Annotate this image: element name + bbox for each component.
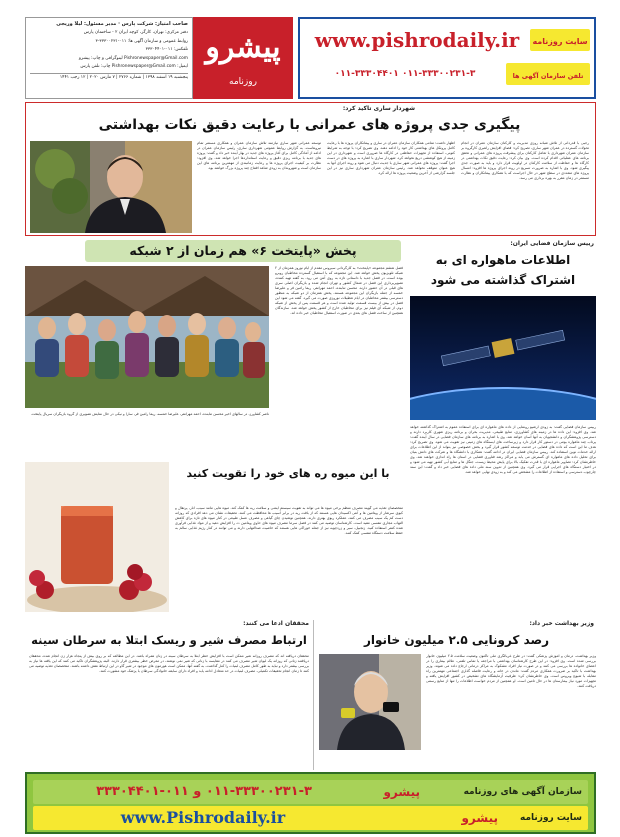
issue-line: پنجشنبه ۱۹ اسفند ۱۳۹۸ | شماره ۲۷۶۶ | ۷ مارس ۲۰۲۰ | ۱۲ رجب ۱۴۴۱ (30, 73, 188, 82)
logo (193, 17, 293, 99)
site-url[interactable]: www.pishrodaily.ir (314, 28, 520, 52)
story-body: وزیر بهداشت، درمان و آموزش پزشکی گفت: در طرح غربالگری ملی تاکنون وضعیت سلامت ۲.۵ میلیون خانوار بررسی شده است. وی افزود: در این طرح کارشناسان بهداشتی با مراجعه یا تماس تلفنی، علائم بیماری را در اعضای خانواده ها بررسی می کنند و در صورت نیاز افراد مشکوک به مراکز درمانی ارجاع داده می شوند. وزیر بهداشت با تاکید بر ضرورت همکاری مردم گفت: ماندن در خانه و رعایت فاصله گذاری اجتماعی مهمترین راه مقابله با شیوع ویروس است. وی خاطرنشان کرد: ظرفیت آزمایشگاه های تشخیص در کشور افزایش یافته و تجهیزات مورد نیاز بیمارستان ها در حال تامین است. او همچنین از مردم خواست اطلاعات را تنها از منابع رسمی دریافت کنند. (426, 654, 596, 688)
masthead-line: تلفکس: ۰۱۱-۳۳۳۰۴۴۰۱ (145, 47, 188, 52)
minister-illustration (319, 654, 421, 750)
story-column: توسعه عمرانی شهر ساری نیازمند تلاش سازمان عمران و همکاری مستمر تمام نیروهاست. به گزارش روابط عمومی شهرداری ساری، رئیس سازمان عمران در ادامه از آمادگی کامل برای آغاز پروژه های جدید در بهار آینده خبر داد و گفت: پروژه های جدید با برنامه ریزی دقیق و رعایت استانداردها اجرا خواهد شد. وی افزود: نظارت بر کیفیت اجرای پروژه ها و رعایت زمانبندی از مهمترین برنامه های این سازمان است و شهروندان به زودی شاهد افتتاح چند پروژه بزرگ خواهند بود. (197, 141, 321, 170)
story-kicker: وزیر بهداشت خبر داد: (529, 620, 594, 627)
footer-ad (25, 772, 596, 834)
story-headline[interactable]: اطلاعات ماهواره ای به اشتراک گذاشته می شود (430, 253, 576, 287)
story-milk (25, 620, 314, 770)
footer-ad-row-phones (33, 780, 588, 804)
masthead-line: روابط عمومی و سازمان آگهی ها: ۰۱۱-۳۳۳۰۰۲۳۱-۳ (95, 38, 188, 44)
story-kicker: رییس سازمان فضایی ایران: (510, 240, 594, 247)
masthead-info-box (25, 17, 193, 99)
mayor-portrait-illustration (30, 141, 192, 233)
satellite-photo (410, 296, 596, 420)
story-municipal (25, 102, 596, 236)
tea-illustration (25, 462, 169, 612)
footer-ad-label: سایت روزنامه (519, 813, 582, 823)
masthead-line: Pishronewspaper@Gmail.com لیتوگرافی و چاپ: پیشرو (78, 55, 188, 61)
story-kicker: شهردار ساری تاکید کرد: (342, 105, 415, 112)
story-body: رییس سازمان فضایی گفت: به زودی آرشیو رونمایی از داده های ماهواره ای برای استفاده عموم به اشتراک گذاشته خواهد شد. وی افزود: این داده ها در زمینه های کشاورزی، منابع طبیعی، مدیریت بحران و برنامه ریزی شهری کاربرد دارند و دسترسی پژوهشگران و دانشجویان به آنها آسان خواهد شد. وی با اشاره به برنامه های سازمان فضایی در سال آینده گفت: پرتاب چند ماهواره بومی در دستور کار قرار دارد و زیرساخت های ایستگاه های زمینی نیز تقویت می شود. وی تصریح کرد: هدف ما این است که داده های فضایی در خدمت توسعه کشور قرار گیرد و بخش خصوصی نیز بتواند از این اطلاعات برای ارائه خدمات نوین استفاده کند. رییس سازمان فضایی ایران در ادامه گفت: همکاری با دانشگاه ها و شرکت های دانش بنیان برای تحلیل داده های ماهواره ای گسترش می یابد و مراکز رشد فناوری فضایی در استان ها راه اندازی خواهند شد. وی خاطرنشان کرد: تصاویر ماهواره ای با قدرت تفکیک بالا برای پایش محیط زیست، جنگل ها و منابع آبی کشور تهیه می شود و در اختیار دستگاه های اجرایی قرار می گیرد. وی همچنین از تدوین سند ملی داده های فضایی خبر داد و گفت: این سند چارچوب دسترسی و استفاده از اطلاعات را مشخص می کند و به زودی نهایی خواهد شد. (410, 425, 596, 474)
satellite-illustration (410, 296, 596, 420)
footer-ad-label: سازمان آگهی های روزنامه (463, 787, 582, 797)
photo-caption: ناصر کشاورز، در سالهای اخیر محسن تنابنده، احمد مهرانفر، علیرضا خمسه، ریما رامین فر، سارا و نیکی در حال نمایش تصویری از گروه بازیگران سریال پایتخت (31, 412, 269, 416)
masthead-line: ایمیل: Pishronewspaper@Gmail.com چاپ: تلفن پارس (80, 64, 188, 69)
ad-phone-tag (506, 63, 590, 85)
tea-fruit-photo (25, 462, 169, 612)
story-fruit (25, 462, 405, 614)
ad-phones: ۰۱۱-۳۳۳۰۰۲۳۱-۳ ۰۱۱-۳۳۳۰۴۴۰۱ (334, 69, 476, 79)
footer-ad-url[interactable]: www.Pishrodaily.ir (120, 808, 286, 827)
story-column: رجبی با قدردانی از تلاش شبانه روزی مدیریت و کارکنان سازمان عمران در انجام تحولات گسترده در عمران شهر ساری، تصریح کرد: فضای افزایش راهبری کارگروه بر سازمان عمران شهرداری با تعامل کارکنان برای پیشرفت پروژه های عمرانی و تحقق برنامه های عملیاتی اقدام کرده است. وی بیان کرد: رعایت دقیق نکات بهداشتی در کارگاه ها و حفاظت از سلامت کارکنان در اولویت قرار دارد و باید به صورت جدی پیگیری شود. وی با اشاره به ضرورت تسریع در روند اجرای پروژه ها افزود: امسال پروژه های متعددی در سطح شهر در حال اجراست که با همکاری پیمانکاران و نظارت مستمر در زمان مقرر به بهره برداری می رسد. (461, 141, 589, 180)
story-body: فصل ششم مجموعه «پایتخت» به کارگردانی سیروس مقدم از ایام نوروز همزمان از ۲ شبکه تلویزیون پخش خواهد شد. این مجموعه که با استقبال گسترده مخاطبان روبرو بوده است، در فصل جدید با داستانی تازه به روی آنتن می رود. به گفته تهیه کننده، تصویربرداری این فصل در شمال کشور و تهران انجام شده و بازیگران اصلی سری های قبلی در آن حضور دارند. محسن تنابنده، احمد مهرانفر، ریما رامین فر و علیرضا خمسه از جمله بازیگران این مجموعه هستند. پخش همزمان از دو شبکه به منظور دسترسی بیشتر مخاطبان در ایام تعطیلات نوروزی صورت می گیرد. گفته می شود این فصل در بیش از بیست قسمت تولید شده است و هر قسمت پس از پخش از شبکه دوم، از شبکه آی فیلم نیز برای مخاطبان خارج از کشور پخش خواهد شد. سازندگان همچنین از ساخت فصل های بعدی در صورت استقبال مخاطبان خبر داده اند. (275, 266, 403, 315)
story-headline-banner (175, 462, 401, 502)
site-label: سایت روزنامه (532, 37, 588, 46)
minister-photo (319, 654, 421, 750)
mayor-photo (30, 141, 192, 233)
logo-subtitle: روزنامه (229, 77, 257, 87)
header-ad-box (298, 17, 596, 99)
story-kicker: محققان ادعا می کنند: (243, 620, 309, 627)
footer-ad-brand: پیشرو (461, 811, 498, 825)
story-body: محققان دریافته اند که مصرف روزانه شیر ممکن است با افزایش خطر ابتلا به سرطان سینه در زنان همراه باشد. در این مطالعه که بر روی بیش از پنجاه هزار زن انجام شده، محققان دریافتند زنانی که روزانه یک لیوان شیر مصرف می کنند در مقایسه با زنانی که شیر نمی نوشند، در معرض خطر بیشتری قرار دارند. البته پژوهشگران تاکید می کنند که این یافته ها نیاز به بررسی بیشتر دارد و نباید به طور کامل مصرف لبنیات را کنار گذاشت. به گفته آنها، ممکن است هورمون های موجود در شیر گاو در این ارتباط نقش داشته باشند. متخصصان تغذیه توصیه می کنند تا زمان انجام تحقیقات تکمیلی، مصرف لبنیات در حد متعادل ادامه یابد و افراد دارای سابقه خانوادگی سرطان با پزشک خود مشورت کنند. (29, 654, 309, 673)
story-paytakht (25, 238, 405, 460)
footer-ad-phones: ۰۱۱-۳۳۳۰۰۲۳۱-۳ و ۰۱۱-۳۳۳۰۴۴۰۱ (96, 784, 312, 799)
story-headline-banner (85, 240, 401, 262)
story-column: اظهار داشت: تمامی همکاران سازمان عمران در ساری و پیمانکاران پروژه ها با رعایت کامل پروتکل های بهداشتی کار خود را ادامه دهند. وی تصریح کرد: با توجه به شرایط کنونی، استفاده از تجهیزات حفاظتی در کارگاه ها ضروری است و شهرداری در این زمینه از هیچ کوششی دریغ نخواهد کرد. شهردار ساری با اشاره به پروژه های در دست اجرا گفت: پروژه های عمرانی شهر ساری با جدیت دنبال می شود و روند اجرای آنها به هیچ عنوان متوقف نخواهد شد. رئیس سازمان عمران شهرداری ساری نیز در این جلسه گزارشی از آخرین وضعیت پروژه ها ارائه کرد. (327, 141, 455, 175)
ad-phone-label: تلفن سازمان آگهی ها (512, 72, 584, 80)
story-headline[interactable]: پیگیری جدی پروژه های عمرانی با رعایت دقیق نکات بهداشتی (98, 117, 521, 133)
site-label-tag (530, 29, 590, 51)
story-headline[interactable]: پخش «پایتخت ۶» هم زمان از ۲ شبکه (129, 243, 357, 258)
masthead-line: صاحب امتیاز: شرکت پارس · مدیر مسئول: لیلا وریجی (56, 21, 188, 27)
story-headline[interactable]: ارتباط مصرف شیر و ریسک ابتلا به سرطان سینه (31, 633, 307, 647)
story-body: متخصصان تغذیه می گویند مصرف منظم برخی میوه ها می تواند به تقویت سیستم ایمنی و سلامت ریه ها کمک کند. میوه هایی مانند سیب، انار، پرتقال و کیوی سرشار از ویتامین ها و آنتی اکسیدان هایی هستند که از بافت ریه در برابر آسیب ها محافظت می کنند. تحقیقات نشان می دهد افرادی که روزانه دست کم یک سیب مصرف می کنند، عملکرد ریوی بهتری دارند. همچنین نوشیدن چای گیاهی و مصرف عسل طبیعی در کنار میوه های تازه برای کاهش التهاب مجاری تنفسی مفید است. کارشناسان توصیه می کنند در فصل سرما مصرف میوه های حاوی ویتامین ث را افزایش دهید و از مواد غذایی فرآوری شده کمتر استفاده کنید. زنجبیل، سیر و زردچوبه نیز از جمله خوراکی هایی هستند که خاصیت ضدالتهابی دارند و می توانند در کنار رژیم غذایی سالم به حفظ سلامت دستگاه تنفسی کمک کنند. (175, 506, 403, 535)
masthead-line: دفتر مرکزی: تهران، کارگر، کوچه ایران ۲ - ساختمان پارس (83, 30, 188, 35)
story-headline[interactable]: رصد کرونایی ۲.۵ میلیون خانوار (363, 633, 550, 647)
story-headline[interactable]: با این میوه ره های خود را تقویت کنید (186, 467, 390, 480)
footer-ad-row-site (33, 806, 588, 830)
footer-ad-brand: پیشرو (383, 785, 420, 799)
paytakht-cast-photo (25, 266, 269, 408)
logo-text: پیشرو (205, 30, 281, 65)
cast-illustration (25, 266, 269, 408)
story-health (317, 620, 596, 770)
